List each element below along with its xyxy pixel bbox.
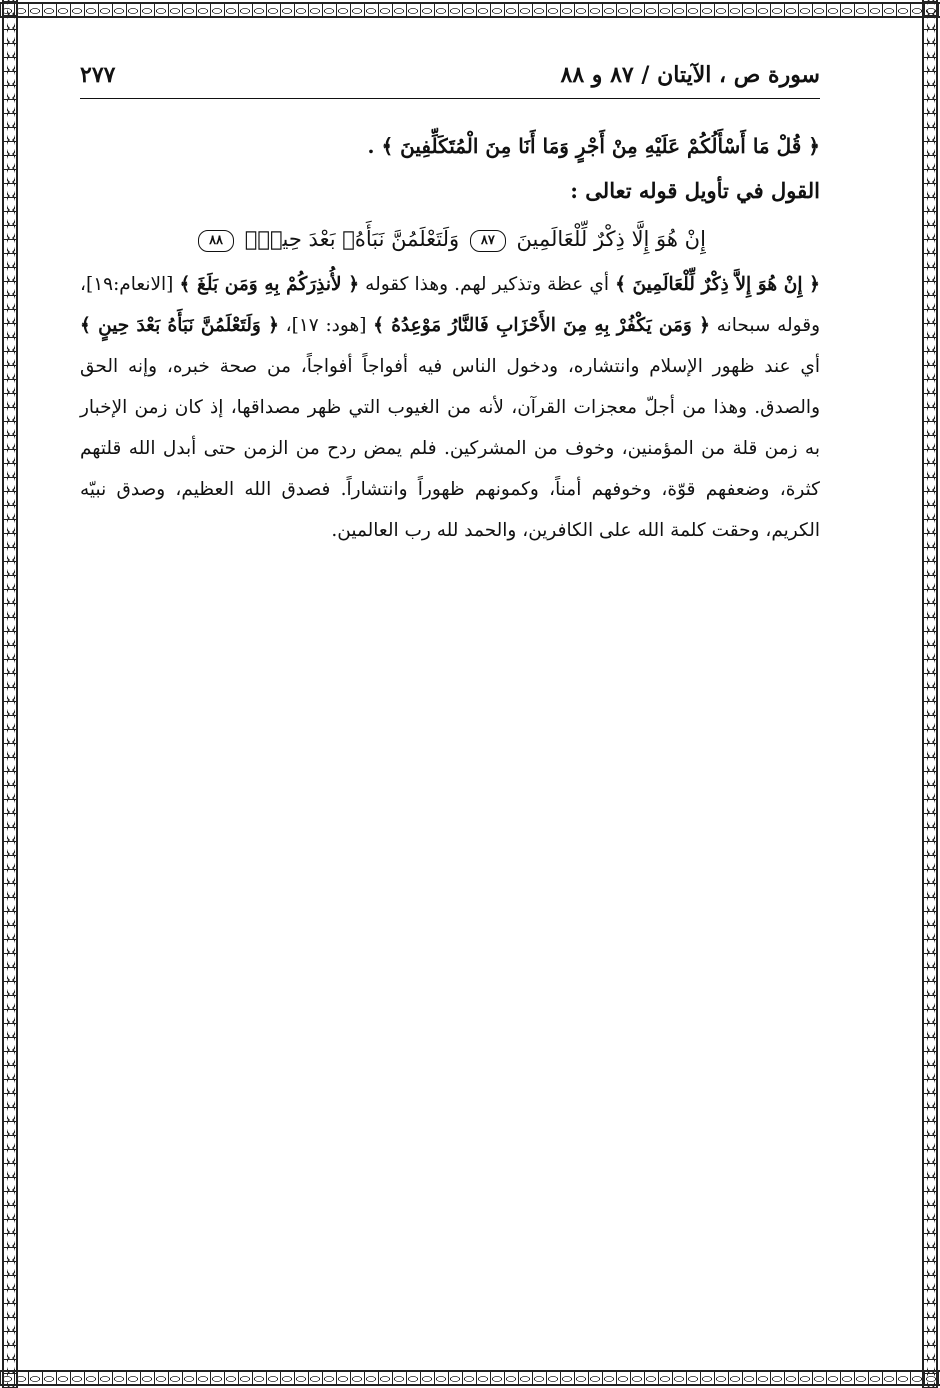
quote-verse-2: ﴿ لأُنذِرَكُمْ بِهِ وَمَن بَلَغَ ﴾ xyxy=(179,274,360,295)
commentary-paragraph xyxy=(80,264,820,551)
commentary-text-4: أي عند ظهور الإسلام وانتشاره، ودخول الناس فيه أفواجاً أفواجاً، من صحة خبره، وإنه الحق والصدق. وهذا من أجلّ معجزات القرآن، لأنه من الغيوب التي ظهر مصداقها، إذ كان زمن الإخبار به زمن قلة من المؤمنين، وخوف من المشركين. فلم يمض ردح من الزمن حتى أبدل الله قلتهم كثرة، وضعفهم قوّة، وخوفهم أمناً، وكمونهم ظهوراً وانتشاراً. فصدق الله العظيم، وصدق نبيّه الكريم، وحقت كلمة الله على الكافرين، والحمد لله رب العالمين. xyxy=(80,356,820,541)
page-body xyxy=(80,124,820,551)
running-title: سورة ص ، الآيتان / ٨٧ و ٨٨ xyxy=(560,62,820,88)
ayah-number-87: ٨٧ xyxy=(470,230,506,252)
commentary-text-3: [هود: ١٧]، xyxy=(278,315,374,336)
ayah-number-88: ٨٨ xyxy=(198,230,234,252)
ornamental-border-top xyxy=(0,2,940,18)
quran-verse-line xyxy=(80,214,820,264)
page-header xyxy=(80,58,820,98)
ornamental-border-left xyxy=(2,0,18,1388)
commentary-text-1: أي عظة وتذكير لهم. وهذا كقوله xyxy=(359,274,616,295)
verse-line: ﴿ قُلْ مَا أَسْأَلُكُمْ عَلَيْهِ مِنْ أَجْرٍ وَمَا أَنَا مِنَ الْمُتَكَلِّفِينَ ﴾ . xyxy=(367,134,820,158)
quran-verse-88: وَلَتَعْلَمُنَّ نَبَأَهُۥ بَعْدَ حِينٍۭ xyxy=(244,227,460,251)
quote-verse-1: ﴿ إِنْ هُوَ إِلاَّ ذِكْرٌ لِّلْعَالَمِينَ ﴾ xyxy=(615,274,820,295)
ornamental-border-right xyxy=(922,0,938,1388)
quote-verse-4: ﴿ وَلَتَعْلَمُنَّ نَبَأَهُ بَعْدَ حِينٍ ﴾ xyxy=(80,315,279,336)
page-number: ٢٧٧ xyxy=(80,62,116,88)
quran-verse-87: إِنْ هُوَ إِلَّا ذِكْرٌ لِّلْعَالَمِينَ xyxy=(516,227,706,251)
section-heading: القول في تأويل قوله تعالى : xyxy=(570,178,820,203)
header-rule xyxy=(80,98,820,99)
quote-verse-3: ﴿ وَمَن يَكْفُرْ بِهِ مِنَ الأَحْزَابِ فَالنَّارُ مَوْعِدُهُ ﴾ xyxy=(373,315,710,336)
commentary-text-2: [الانعام:١٩]، وقوله سبحانه xyxy=(80,274,821,336)
ornamental-border-bottom xyxy=(0,1370,940,1386)
